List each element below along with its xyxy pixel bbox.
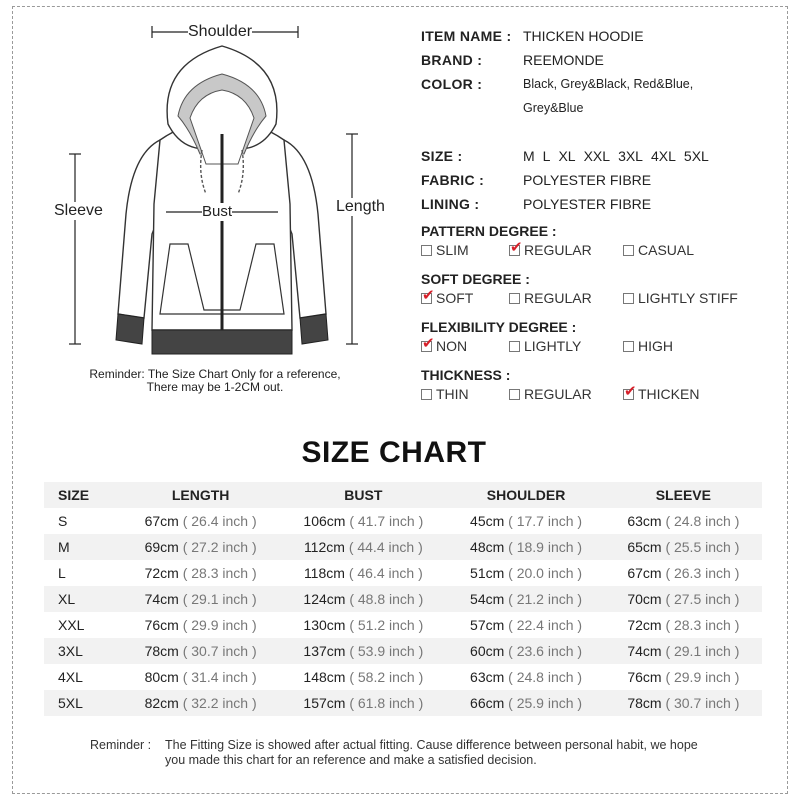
checkbox[interactable]: [623, 245, 634, 256]
fitting-reminder: [90, 738, 740, 768]
measure-cell: [605, 638, 762, 664]
size-option: 5XL: [683, 148, 709, 164]
inch-value: ( 25.5 inch ): [665, 539, 740, 555]
inch-value: ( 22.4 inch ): [508, 617, 583, 633]
checkbox[interactable]: [623, 293, 634, 304]
item-name-label: ITEM NAME :: [421, 28, 512, 44]
measure-cell: [279, 586, 447, 612]
size-label: SIZE :: [421, 148, 463, 164]
option-label: THICKEN: [638, 386, 700, 402]
header-size: SIZE: [44, 482, 122, 508]
bust-label: Bust: [202, 203, 233, 220]
inch-value: ( 31.4 inch ): [182, 669, 257, 685]
size-cell: L: [58, 565, 66, 581]
size-option: M: [523, 148, 535, 164]
size-chart-table: [44, 482, 762, 716]
cm-value: 45cm: [470, 513, 505, 529]
option-label: HIGH: [638, 338, 673, 354]
inch-value: ( 25.9 inch ): [508, 695, 583, 711]
size-reminder-line2: There may be 1-2CM out.: [146, 380, 284, 394]
inch-value: ( 51.2 inch ): [349, 617, 424, 633]
color-value-line1: Black, Grey&Black, Red&Blue,: [523, 77, 694, 91]
flex-option-high[interactable]: [623, 338, 673, 354]
size-row: [421, 148, 709, 164]
cm-value: 51cm: [470, 565, 505, 581]
size-option: L: [542, 148, 551, 164]
header-bust: BUST: [279, 482, 447, 508]
reminder-line2: you made this chart for an reference and make a satisfied decision.: [165, 753, 537, 767]
measure-cell: [122, 638, 279, 664]
measure-cell: [605, 690, 762, 716]
checkbox-checked[interactable]: [623, 389, 634, 400]
cm-value: 118cm: [303, 565, 345, 581]
cm-value: 82cm: [144, 695, 179, 711]
brand-value: REEMONDE: [523, 52, 604, 68]
table-row: [44, 638, 762, 664]
measure-cell: [605, 664, 762, 690]
table-row: [44, 690, 762, 716]
color-label: COLOR :: [421, 76, 483, 92]
inch-value: ( 24.8 inch ): [665, 513, 740, 529]
measure-cell: [447, 612, 604, 638]
measure-cell: [447, 586, 604, 612]
cm-value: 76cm: [627, 669, 662, 685]
size-cell: XXL: [58, 617, 85, 633]
cm-value: 57cm: [470, 617, 505, 633]
size-reminder: [60, 368, 370, 394]
measure-cell: [279, 534, 447, 560]
cm-value: 66cm: [470, 695, 505, 711]
inch-value: ( 48.8 inch ): [349, 591, 424, 607]
checkbox-checked[interactable]: [421, 293, 432, 304]
inch-value: ( 30.7 inch ): [182, 643, 257, 659]
cm-value: 130cm: [303, 617, 346, 633]
measure-cell: [605, 508, 762, 534]
cm-value: 67cm: [144, 513, 179, 529]
lining-label: LINING :: [421, 196, 480, 212]
cm-value: 54cm: [470, 591, 505, 607]
cm-value: 60cm: [470, 643, 505, 659]
thickness-option-regular[interactable]: [509, 386, 592, 402]
inch-value: ( 28.3 inch ): [182, 565, 257, 581]
flex-option-lightly[interactable]: [509, 338, 581, 354]
sleeve-label: Sleeve: [54, 202, 103, 219]
measure-cell: [122, 664, 279, 690]
inch-value: ( 17.7 inch ): [508, 513, 583, 529]
checkbox-checked[interactable]: [509, 245, 520, 256]
flex-option-non[interactable]: [421, 338, 467, 354]
fabric-label: FABRIC :: [421, 172, 485, 188]
cm-value: 137cm: [303, 643, 346, 659]
measure-cell: [447, 560, 604, 586]
size-option: 3XL: [618, 148, 643, 164]
item-name-row: [421, 28, 644, 44]
checkbox[interactable]: [421, 245, 432, 256]
pattern-degree-title: PATTERN DEGREE :: [421, 223, 557, 239]
inch-value: ( 29.1 inch ): [182, 591, 257, 607]
checkbox[interactable]: [623, 341, 634, 352]
inch-value: ( 61.8 inch ): [349, 695, 424, 711]
measure-cell: [447, 690, 604, 716]
option-label: REGULAR: [524, 242, 592, 258]
inch-value: ( 53.9 inch ): [349, 643, 424, 659]
header-length: LENGTH: [122, 482, 279, 508]
flexibility-degree-title: FLEXIBILITY DEGREE :: [421, 319, 577, 335]
size-cell: S: [58, 513, 68, 529]
size-option: XXL: [583, 148, 611, 164]
brand-row: [421, 52, 604, 68]
fabric-value: POLYESTER FIBRE: [523, 172, 652, 188]
inch-value: ( 41.7 inch ): [349, 513, 424, 529]
inch-value: ( 30.7 inch ): [665, 695, 740, 711]
hoodie-diagram: [40, 14, 385, 359]
cm-value: 76cm: [144, 617, 179, 633]
measure-cell: [605, 534, 762, 560]
measure-cell: [122, 534, 279, 560]
pattern-option-regular[interactable]: [509, 242, 592, 258]
size-chart-title: SIZE CHART: [301, 436, 487, 469]
table-row: [44, 534, 762, 560]
color-value-line2: Grey&Blue: [523, 101, 584, 115]
cm-value: 78cm: [144, 643, 179, 659]
soft-option-lightly-stiff[interactable]: [623, 290, 738, 306]
table-row: [44, 560, 762, 586]
table-row: [44, 586, 762, 612]
header-sleeve: SLEEVE: [605, 482, 762, 508]
cm-value: 74cm: [144, 591, 179, 607]
inch-value: ( 27.2 inch ): [182, 539, 257, 555]
measure-cell: [447, 534, 604, 560]
reminder-line1: The Fitting Size is showed after actual fitting. Cause difference between personal habit, we hope: [165, 738, 698, 752]
inch-value: ( 23.6 inch ): [508, 643, 583, 659]
measure-cell: [122, 508, 279, 534]
measure-cell: [279, 690, 447, 716]
soft-option-soft[interactable]: [421, 290, 473, 306]
option-label: REGULAR: [524, 386, 592, 402]
checkbox[interactable]: [421, 389, 432, 400]
measure-cell: [605, 560, 762, 586]
size-option: XL: [558, 148, 576, 164]
measure-cell: [447, 664, 604, 690]
measure-cell: [279, 638, 447, 664]
cm-value: 74cm: [627, 643, 662, 659]
option-label: REGULAR: [524, 290, 592, 306]
checkbox[interactable]: [509, 389, 520, 400]
cm-value: 72cm: [627, 617, 662, 633]
table-row: [44, 664, 762, 690]
lining-row: [421, 196, 652, 212]
option-label: LIGHTLY STIFF: [638, 290, 738, 306]
inch-value: ( 44.4 inch ): [348, 539, 423, 555]
cm-value: 70cm: [627, 591, 662, 607]
cm-value: 78cm: [627, 695, 662, 711]
inch-value: ( 29.9 inch ): [665, 669, 740, 685]
checkbox[interactable]: [509, 341, 520, 352]
pattern-option-casual[interactable]: [623, 242, 694, 258]
cm-value: 65cm: [627, 539, 662, 555]
size-cell: 5XL: [44, 690, 122, 716]
cm-value: 63cm: [627, 513, 662, 529]
cm-value: 106cm: [303, 513, 346, 529]
cm-value: 69cm: [144, 539, 179, 555]
measure-cell: [605, 612, 762, 638]
inch-value: ( 20.0 inch ): [508, 565, 583, 581]
inch-value: ( 26.4 inch ): [182, 513, 257, 529]
thickness-option-thicken[interactable]: [623, 386, 699, 402]
measure-cell: [122, 560, 279, 586]
color-row: [421, 76, 694, 92]
inch-value: ( 32.2 inch ): [182, 695, 257, 711]
inch-value: ( 18.9 inch ): [508, 539, 583, 555]
soft-option-regular[interactable]: [509, 290, 592, 306]
inch-value: ( 46.4 inch ): [348, 565, 423, 581]
header-shoulder: SHOULDER: [447, 482, 604, 508]
cm-value: 48cm: [470, 539, 505, 555]
brand-label: BRAND :: [421, 52, 483, 68]
cm-value: 124cm: [303, 591, 346, 607]
cm-value: 72cm: [144, 565, 179, 581]
measure-cell: [447, 638, 604, 664]
size-cell: XL: [44, 586, 122, 612]
size-reminder-line1: Reminder: The Size Chart Only for a reference,: [89, 367, 341, 381]
measure-cell: [279, 508, 447, 534]
inch-value: ( 26.3 inch ): [665, 565, 740, 581]
inch-value: ( 29.9 inch ): [182, 617, 257, 633]
measure-cell: [279, 664, 447, 690]
size-option: 4XL: [650, 148, 676, 164]
option-label: LIGHTLY: [524, 338, 582, 354]
measure-cell: [447, 508, 604, 534]
option-label: CASUAL: [638, 242, 695, 258]
table-row: [44, 612, 762, 638]
size-cell: 3XL: [44, 638, 122, 664]
cm-value: 67cm: [627, 565, 662, 581]
option-label: NON: [436, 338, 468, 354]
pattern-option-slim[interactable]: [421, 242, 469, 258]
inch-value: ( 24.8 inch ): [508, 669, 583, 685]
checkbox[interactable]: [509, 293, 520, 304]
option-label: SLIM: [436, 242, 469, 258]
hoodie-illustration: [40, 14, 380, 359]
size-cell: 4XL: [58, 669, 83, 685]
cm-value: 157cm: [303, 695, 346, 711]
thickness-option-thin[interactable]: [421, 386, 469, 402]
soft-degree-title: SOFT DEGREE :: [421, 271, 530, 287]
measure-cell: [122, 612, 279, 638]
shoulder-label: Shoulder: [188, 23, 253, 40]
measure-cell: [279, 560, 447, 586]
length-label: Length: [336, 198, 385, 215]
item-name-value: THICKEN HOODIE: [523, 28, 644, 44]
inch-value: ( 29.1 inch ): [665, 643, 740, 659]
inch-value: ( 58.2 inch ): [349, 669, 424, 685]
cm-value: 148cm: [303, 669, 346, 685]
inch-value: ( 28.3 inch ): [665, 617, 740, 633]
reminder-label: Reminder :: [90, 738, 152, 752]
option-label: SOFT: [436, 290, 474, 306]
cm-value: 80cm: [144, 669, 179, 685]
size-cell: M: [44, 534, 122, 560]
measure-cell: [122, 690, 279, 716]
measure-cell: [605, 586, 762, 612]
table-row: [44, 508, 762, 534]
option-label: THIN: [436, 386, 469, 402]
inch-value: ( 21.2 inch ): [508, 591, 583, 607]
thickness-title: THICKNESS :: [421, 367, 511, 383]
fabric-row: [421, 172, 652, 188]
cm-value: 63cm: [470, 669, 505, 685]
measure-cell: [279, 612, 447, 638]
lining-value: POLYESTER FIBRE: [523, 196, 652, 212]
checkbox-checked[interactable]: [421, 341, 432, 352]
measure-cell: [122, 586, 279, 612]
table-header-row: [44, 482, 762, 508]
size-list: [523, 148, 717, 164]
table-body: [44, 508, 762, 716]
inch-value: ( 27.5 inch ): [665, 591, 740, 607]
cm-value: 112cm: [303, 539, 345, 555]
